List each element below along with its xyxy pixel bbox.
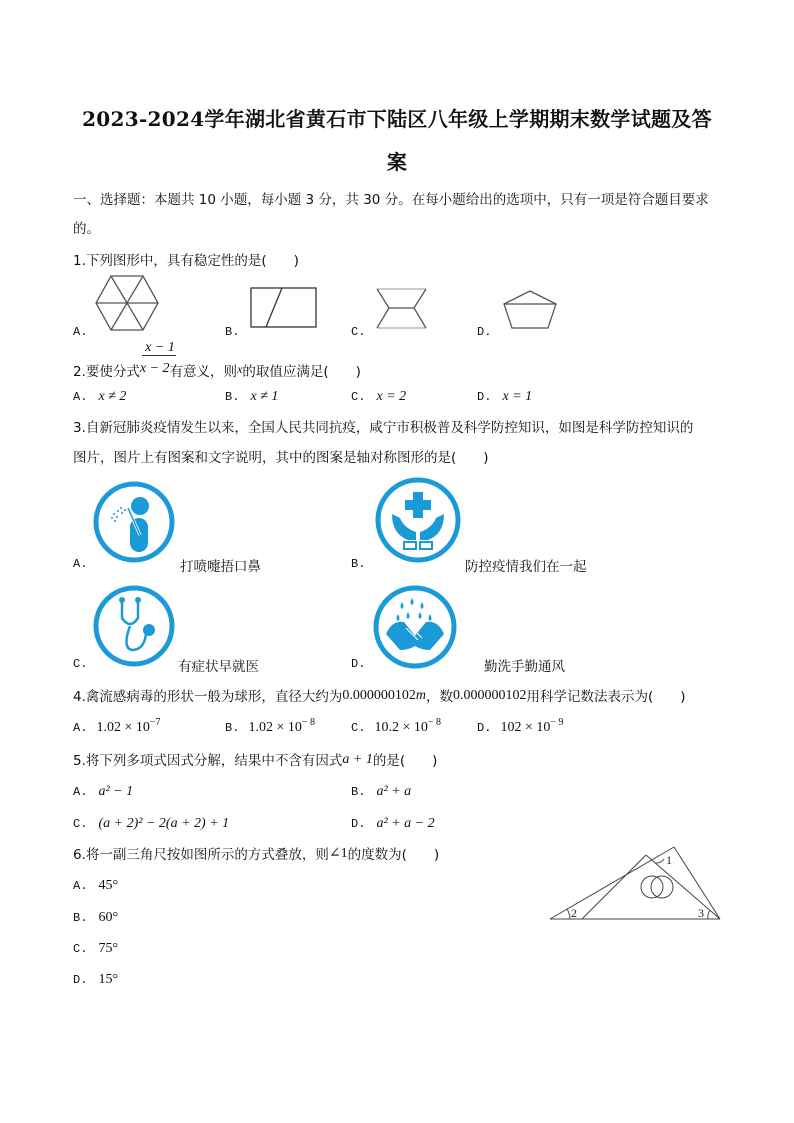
q1-option-d [477, 320, 491, 339]
option-value: 75° [98, 941, 119, 956]
question-4 [73, 685, 686, 705]
question-3-line2: 图片，图片上有图案和文字说明，其中的图案是轴对称图形的是( ) [73, 450, 489, 466]
q5-option-d [351, 812, 435, 832]
fraction-numerator: x − 1 [145, 340, 175, 355]
option-label: B. [73, 911, 88, 925]
option-label: A. [73, 785, 88, 799]
option-label: B. [225, 721, 240, 735]
option-label: A. [73, 390, 88, 404]
q5-option-a [73, 780, 133, 800]
angle-symbol: ∠1 [328, 846, 348, 861]
question-number: 3. [73, 420, 86, 436]
option-value: x ≠ 2 [98, 389, 127, 404]
question-text: 自新冠肺炎疫情发生以来，全国人民共同抗疫，咸宁市积极普及科学防控知识，如图是科学防控知识的 [85, 420, 694, 436]
q3-option-c-caption: 有症状早就医 [178, 659, 259, 675]
option-label: B. [225, 325, 240, 339]
q4-option-c [351, 716, 441, 736]
question-text: 用科学记数法表示为( ) [526, 689, 686, 705]
option-exponent: − 9 [550, 717, 564, 728]
factor-expression: a + 1 [342, 752, 373, 767]
question-2 [73, 360, 361, 380]
q3-option-b-caption: 防控疫情我们在一起 [465, 559, 587, 575]
q1-option-a [73, 320, 87, 339]
question-number: 5. [73, 753, 86, 769]
option-label: D. [477, 721, 492, 735]
unit: m [415, 688, 427, 703]
option-label: D. [73, 973, 88, 987]
option-value: 102 × 10 [500, 720, 551, 735]
question-text: 的是( ) [372, 753, 438, 769]
question-text: 要使分式 [85, 364, 140, 380]
option-label: B. [225, 390, 240, 404]
question-6 [73, 843, 439, 863]
option-label: D. [477, 325, 492, 339]
option-exponent: − 8 [301, 717, 316, 728]
stethoscope-icon [92, 584, 176, 668]
option-value: 15° [98, 972, 119, 987]
option-value: x ≠ 1 [250, 389, 279, 404]
section-intro-line2: 的。 [73, 221, 100, 237]
option-value: 1.02 × 10 [248, 720, 302, 735]
option-label: C. [73, 817, 88, 831]
q1-option-c [351, 320, 365, 339]
angle-2-label: 2 [571, 906, 577, 920]
q6-option-d [73, 968, 118, 988]
rectangle-figure-icon [250, 287, 318, 329]
option-label: D. [351, 817, 366, 831]
pentagon-figure-icon [502, 290, 558, 330]
q2-option-a [73, 385, 126, 405]
section-intro-line1: 一、选择题：本题共 10 小题，每小题 3 分，共 30 分。在每小题给出的选项中，只有一项是符合题目要求 [73, 192, 709, 208]
q3-option-c-label: C. [73, 657, 88, 671]
option-label: A. [73, 879, 88, 893]
question-text: 有意义，则 [169, 364, 238, 380]
option-value: 45° [98, 878, 119, 893]
q3-option-b-label: B. [351, 557, 366, 571]
option-value: x = 1 [502, 389, 533, 404]
option-value: 60° [98, 910, 119, 925]
number-value: 0.000000102 [453, 688, 527, 703]
option-value: a² + a − 2 [376, 816, 435, 831]
q4-option-a [73, 716, 161, 736]
q6-option-a [73, 874, 118, 894]
question-number: 2. [73, 364, 86, 380]
option-exponent: − 8 [427, 717, 442, 728]
option-label: D. [477, 390, 492, 404]
fraction-denominator: x − 2 [139, 361, 170, 376]
document-title-line1: 2023-2024学年湖北省黄石市下陆区八年级上学期期末数学试题及答 [82, 107, 712, 131]
triangle-rulers-figure [548, 845, 722, 923]
q3-option-d-label: D. [351, 657, 366, 671]
question-number: 1. [73, 253, 86, 269]
question-text: 禽流感病毒的形状一般为球形，直径大约为 [85, 689, 343, 705]
question-text: 将下列多项式因式分解，结果中不含有因式 [85, 753, 343, 769]
option-label: C. [351, 390, 366, 404]
hourglass-figure-icon [376, 288, 428, 330]
question-number: 4. [73, 689, 86, 705]
angle-3-label: 3 [698, 906, 704, 920]
document-title-line2: 案 [386, 150, 408, 174]
option-value: 1.02 × 10 [96, 720, 150, 735]
option-value: a² + a [376, 784, 412, 799]
q3-option-d-caption: 勤洗手勤通风 [484, 659, 565, 675]
q4-option-b [225, 716, 315, 736]
q3-option-a-label: A. [73, 557, 88, 571]
q2-option-d [477, 385, 532, 405]
q5-option-b [351, 780, 411, 800]
q6-option-c [73, 937, 118, 957]
option-value: (a + 2)² − 2(a + 2) + 1 [98, 816, 230, 831]
option-value: a² − 1 [98, 784, 134, 799]
option-label: C. [351, 721, 366, 735]
question-5 [73, 749, 437, 769]
option-label: A. [73, 325, 88, 339]
option-value: x = 2 [376, 389, 407, 404]
q6-option-b [73, 906, 118, 926]
question-number: 6. [73, 847, 86, 863]
q2-option-b [225, 385, 278, 405]
sneeze-icon [92, 480, 176, 564]
handwash-icon [372, 584, 458, 670]
variable: x [237, 362, 243, 376]
q1-option-b [225, 320, 239, 339]
q5-option-c [73, 812, 229, 832]
angle-1-label: 1 [666, 853, 672, 867]
question-text: 的取值应满足( ) [242, 364, 361, 380]
fraction-bar [142, 355, 176, 356]
option-value: 10.2 × 10 [374, 720, 428, 735]
option-label: A. [73, 721, 88, 735]
option-label: C. [73, 942, 88, 956]
q3-option-a-caption: 打喷嚏捂口鼻 [180, 559, 261, 575]
question-text: ，数 [426, 689, 454, 705]
diameter-value: 0.000000102 [342, 688, 416, 703]
option-exponent: −7 [149, 717, 161, 728]
question-text: 下列图形中，具有稳定性的是( ) [85, 253, 299, 269]
q2-option-c [351, 385, 406, 405]
hexagon-figure-icon [95, 275, 159, 331]
hands-cross-icon [374, 476, 462, 564]
question-3-line1 [73, 416, 693, 436]
question-1 [73, 249, 299, 269]
option-label: B. [351, 785, 366, 799]
option-label: C. [351, 325, 366, 339]
question-text: 的度数为( ) [347, 847, 440, 863]
q4-option-d [477, 716, 564, 736]
question-text: 将一副三角尺按如图所示的方式叠放，则 [85, 847, 329, 863]
